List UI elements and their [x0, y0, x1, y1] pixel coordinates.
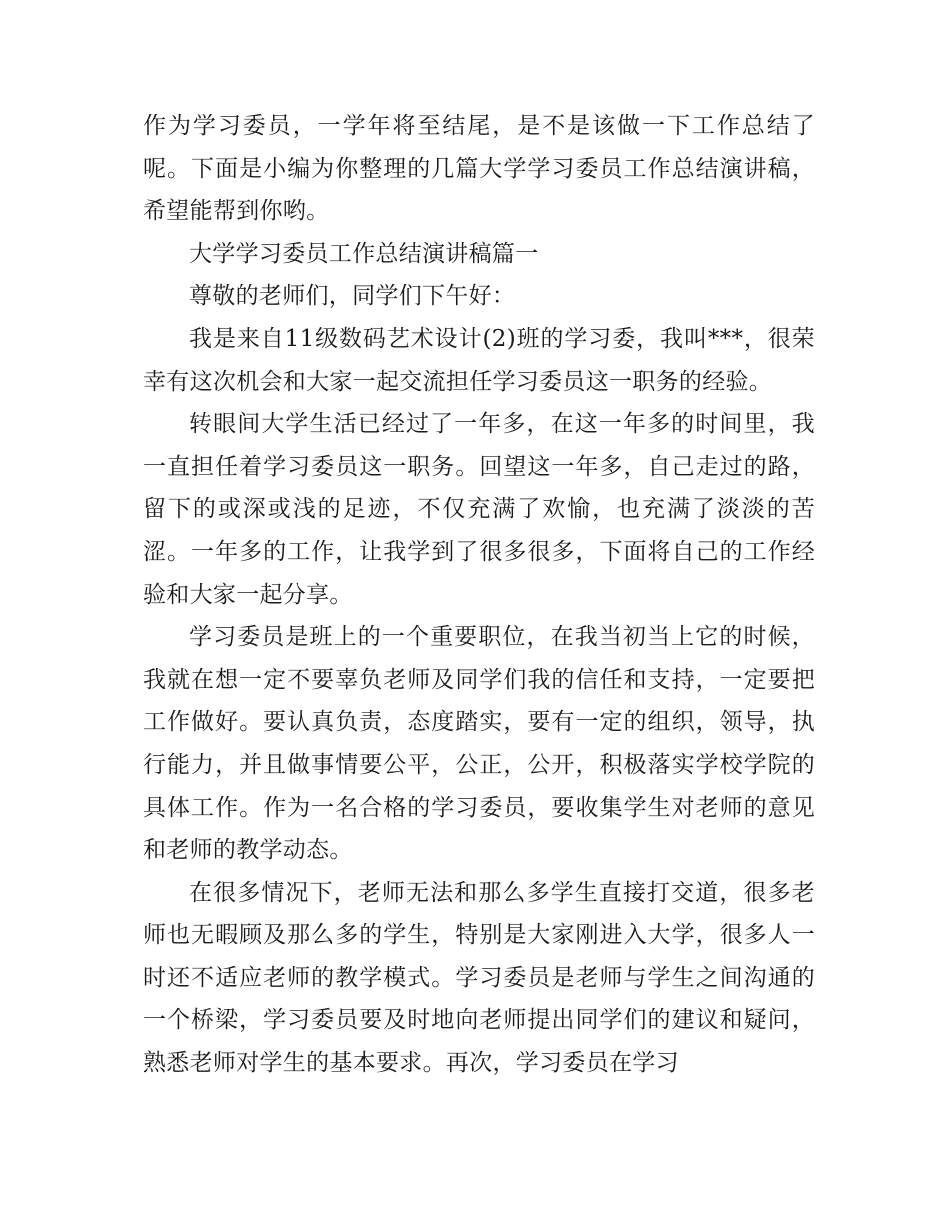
greeting-paragraph: 尊敬的老师们，同学们下午好：	[189, 283, 516, 310]
body-paragraph: 我是来自11级数码艺术设计(2)班的学习委，我叫***，很荣幸有这次机会和大家一起交流担任学习委员这一职务的经验。	[143, 325, 815, 395]
body-paragraph: 在很多情况下，老师无法和那么多学生直接打交道，很多老师也无暇顾及那么多的学生，特别是大家刚进入大学，很多人一时还不适应老师的教学模式。学习委员是老师与学生之间沟通的一个桥梁，学习委员要及时地向老师提出同学们的建议和疑问，熟悉老师对学生的基本要求。再次，学习委员在学习	[143, 879, 815, 1077]
body-paragraph: 转眼间大学生活已经过了一年多，在这一年多的时间里，我一直担任着学习委员这一职务。回望这一年多，自己走过的路，留下的或深或浅的足迹，不仅充满了欢愉，也充满了淡淡的苦涩。一年多的工作，让我学到了很多很多，下面将自己的工作经验和大家一起分享。	[143, 411, 815, 608]
section-heading: 大学学习委员工作总结演讲稿篇一	[189, 240, 539, 267]
document-body	[143, 105, 815, 1085]
body-paragraph: 学习委员是班上的一个重要职位，在我当初当上它的时候，我就在想一定不要辜负老师及同学们我的信任和支持，一定要把工作做好。要认真负责，态度踏实，要有一定的组织，领导，执行能力，并且做事情要公平，公正，公开，积极落实学校学院的具体工作。作为一名合格的学习委员，要收集学生对老师的意见和老师的教学动态。	[143, 624, 815, 864]
intro-paragraph: 作为学习委员，一学年将至结尾，是不是该做一下工作总结了呢。下面是小编为你整理的几篇大学学习委员工作总结演讲稿，希望能帮到你哟。	[143, 113, 815, 225]
